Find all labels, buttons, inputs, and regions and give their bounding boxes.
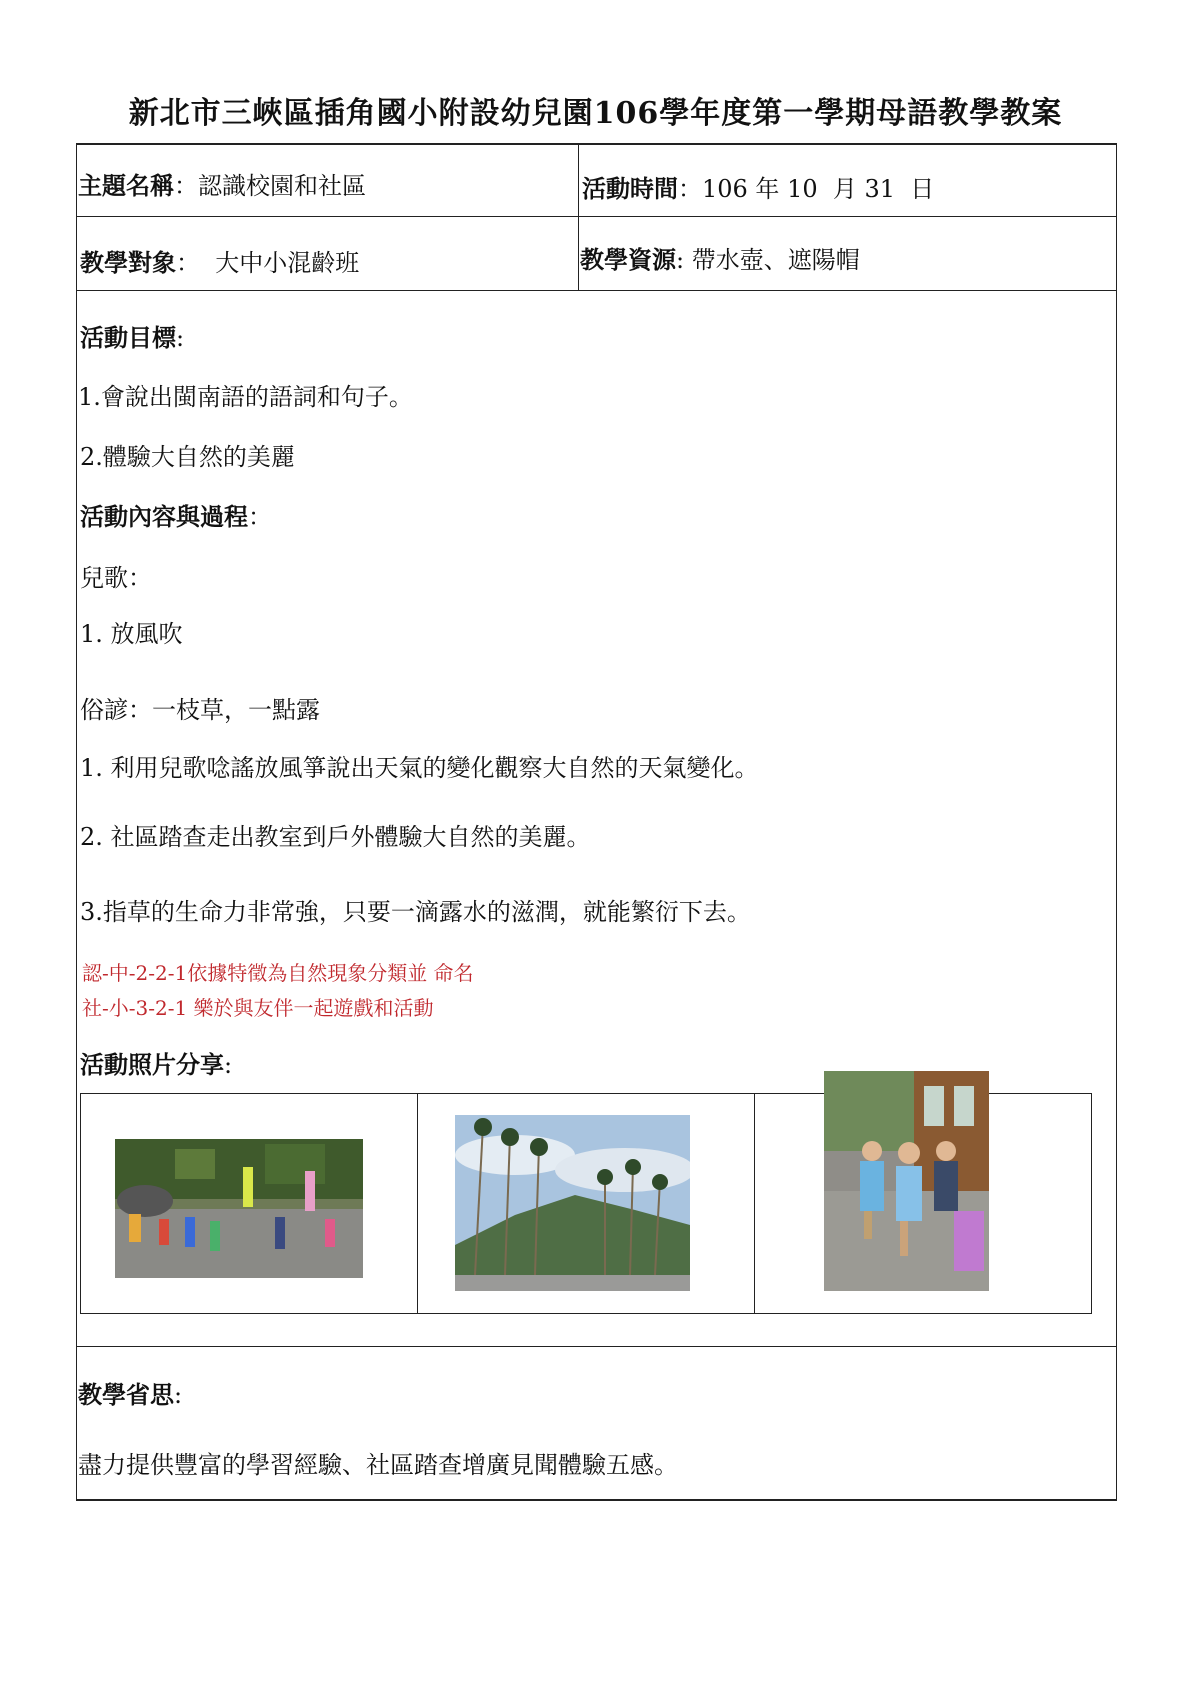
song-item: 1. 放風吹 xyxy=(80,620,183,648)
goal-item: 2.體驗大自然的美麗 xyxy=(80,443,295,471)
table-top-border xyxy=(76,143,1117,145)
goals-heading: 活動目標: xyxy=(80,323,185,352)
target-cell xyxy=(80,243,359,278)
indicator-item: 認-中-2-2-1依據特徵為自然現象分類並 命名 xyxy=(82,961,474,985)
indicator-item: 社-小-3-2-1 樂於與友伴一起遊戲和活動 xyxy=(82,996,434,1020)
target-label: 教學對象 xyxy=(80,248,176,277)
photo-divider xyxy=(417,1094,418,1313)
table-left-border xyxy=(76,143,77,1500)
resource-label: 教學資源 xyxy=(580,245,676,274)
resource-value: : 帶水壺、遮陽帽 xyxy=(676,246,860,274)
reflection-heading: 教學省思: xyxy=(78,1380,183,1409)
row-divider-1 xyxy=(76,216,1117,217)
song-label: 兒歌： xyxy=(80,564,152,592)
reflection-text: 盡力提供豐富的學習經驗、社區踏查增廣見聞體驗五感。 xyxy=(78,1451,678,1479)
photo-children-walking xyxy=(824,1071,989,1291)
photo-children-schoolyard xyxy=(115,1139,363,1278)
goal-item: 1.會說出閩南語的語詞和句子。 xyxy=(78,383,413,411)
table-right-border xyxy=(1116,143,1117,1500)
theme-value: ：認識校園和社區 xyxy=(174,172,366,200)
photo-divider xyxy=(754,1094,755,1313)
photos-heading: 活動照片分享: xyxy=(80,1050,233,1079)
row-divider-3 xyxy=(76,1346,1117,1347)
header-column-divider xyxy=(578,143,579,291)
time-value: ：106 年 10 月 31 日 xyxy=(678,175,935,203)
table-bottom-border xyxy=(76,1499,1117,1501)
target-value: ： 大中小混齡班 xyxy=(176,249,360,277)
row-divider-2 xyxy=(76,290,1117,291)
time-cell xyxy=(582,169,934,204)
resource-cell xyxy=(580,240,860,275)
step-item: 3.指草的生命力非常強，只要一滴露水的滋潤，就能繁衍下去。 xyxy=(80,898,751,926)
page-title: 新北市三峽區插角國小附設幼兒園106學年度第一學期母語教學教案 xyxy=(128,96,1063,131)
time-label: 活動時間 xyxy=(582,174,678,203)
theme-label: 主題名稱 xyxy=(78,171,174,200)
step-item: 2. 社區踏查走出教室到戶外體驗大自然的美麗。 xyxy=(80,823,591,851)
photo-palm-trees xyxy=(455,1115,690,1291)
theme-cell xyxy=(78,166,366,201)
proverb: 俗諺：一枝草，一點露 xyxy=(80,696,320,724)
step-item: 1. 利用兒歌唸謠放風箏說出天氣的變化觀察大自然的天氣變化。 xyxy=(80,754,759,782)
content-heading: 活動內容與過程： xyxy=(80,502,272,531)
